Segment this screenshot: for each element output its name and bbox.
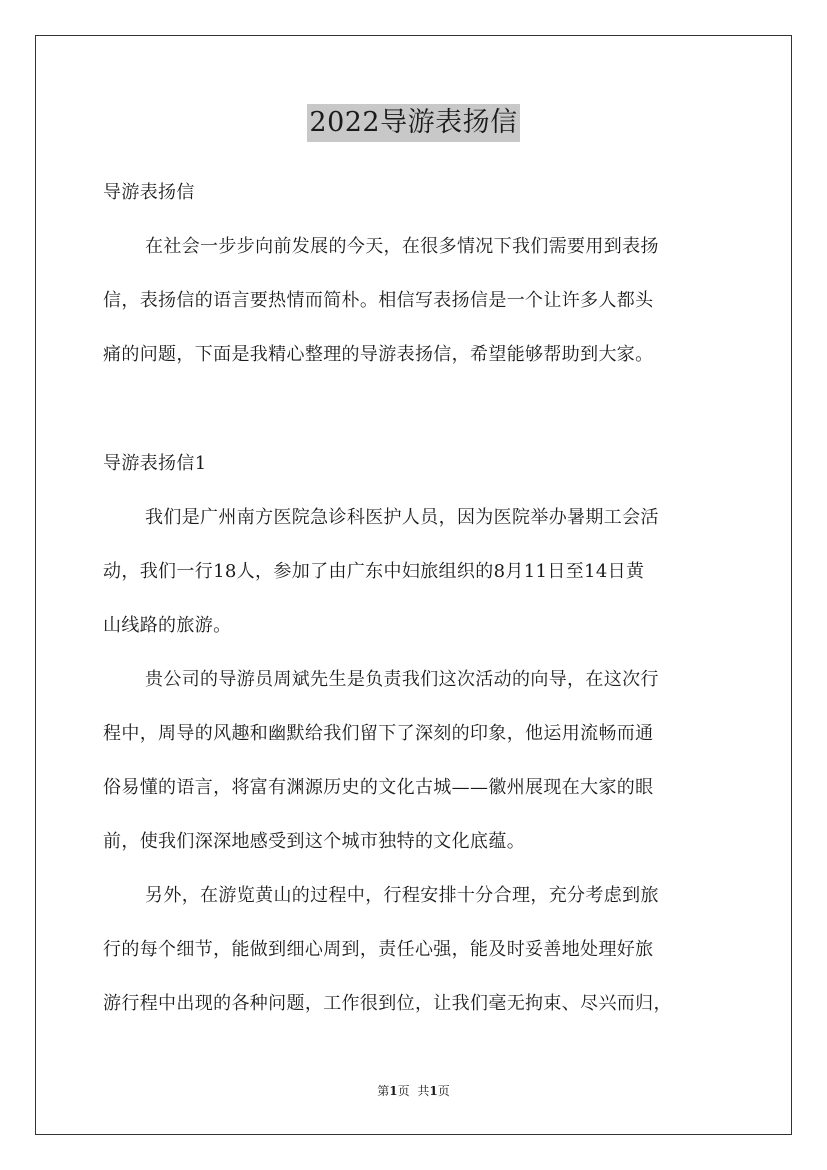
footer-total-pages: 1: [429, 1084, 438, 1098]
intro-line: 痛的问题，下面是我精心整理的导游表扬信，希望能够帮助到大家。: [103, 344, 654, 365]
paragraph-line: 行的每个细节，能做到细心周到，责任心强，能及时妥善地处理好旅: [103, 939, 654, 960]
footer-total-prefix: 共: [417, 1084, 430, 1098]
paragraph-line: 程中，周导的风趣和幽默给我们留下了深刻的印象，他运用流畅而通: [103, 723, 654, 744]
paragraph-line: 山线路的旅游。: [103, 615, 232, 636]
footer-prefix: 第: [377, 1084, 390, 1098]
paragraph-line: 俗易懂的语言，将富有渊源历史的文化古城——徽州展现在大家的眼: [103, 777, 654, 798]
paragraph-line: 前，使我们深深地感受到这个城市独特的文化底蕴。: [103, 831, 526, 852]
page-footer: [0, 1083, 827, 1099]
paragraph-line: 另外，在游览黄山的过程中，行程安排十分合理，充分考虑到旅: [145, 885, 659, 906]
section-heading: 导游表扬信1: [103, 453, 207, 474]
paragraph-line: 我们是广州南方医院急诊科医护人员，因为医院举办暑期工会活: [145, 507, 659, 528]
footer-page-word: 页: [397, 1084, 410, 1098]
paragraph-line: 游行程中出现的各种问题，工作很到位，让我们毫无拘束、尽兴而归，: [103, 993, 672, 1014]
paragraph-line: 贵公司的导游员周斌先生是负责我们这次活动的向导，在这次行: [145, 669, 659, 690]
document-heading: 导游表扬信: [103, 182, 195, 203]
title-wrap: [0, 104, 827, 142]
footer-current-page: 1: [389, 1084, 398, 1098]
document-title: 2022导游表扬信: [307, 104, 519, 142]
paragraph-line: 动，我们一行18人，参加了由广东中妇旅组织的8月11日至14日黄: [103, 561, 645, 582]
intro-line: 信，表扬信的语言要热情而简朴。相信写表扬信是一个让许多人都头: [103, 290, 654, 311]
intro-line: 在社会一步步向前发展的今天，在很多情况下我们需要用到表扬: [145, 236, 659, 257]
footer-total-suffix: 页: [437, 1084, 450, 1098]
